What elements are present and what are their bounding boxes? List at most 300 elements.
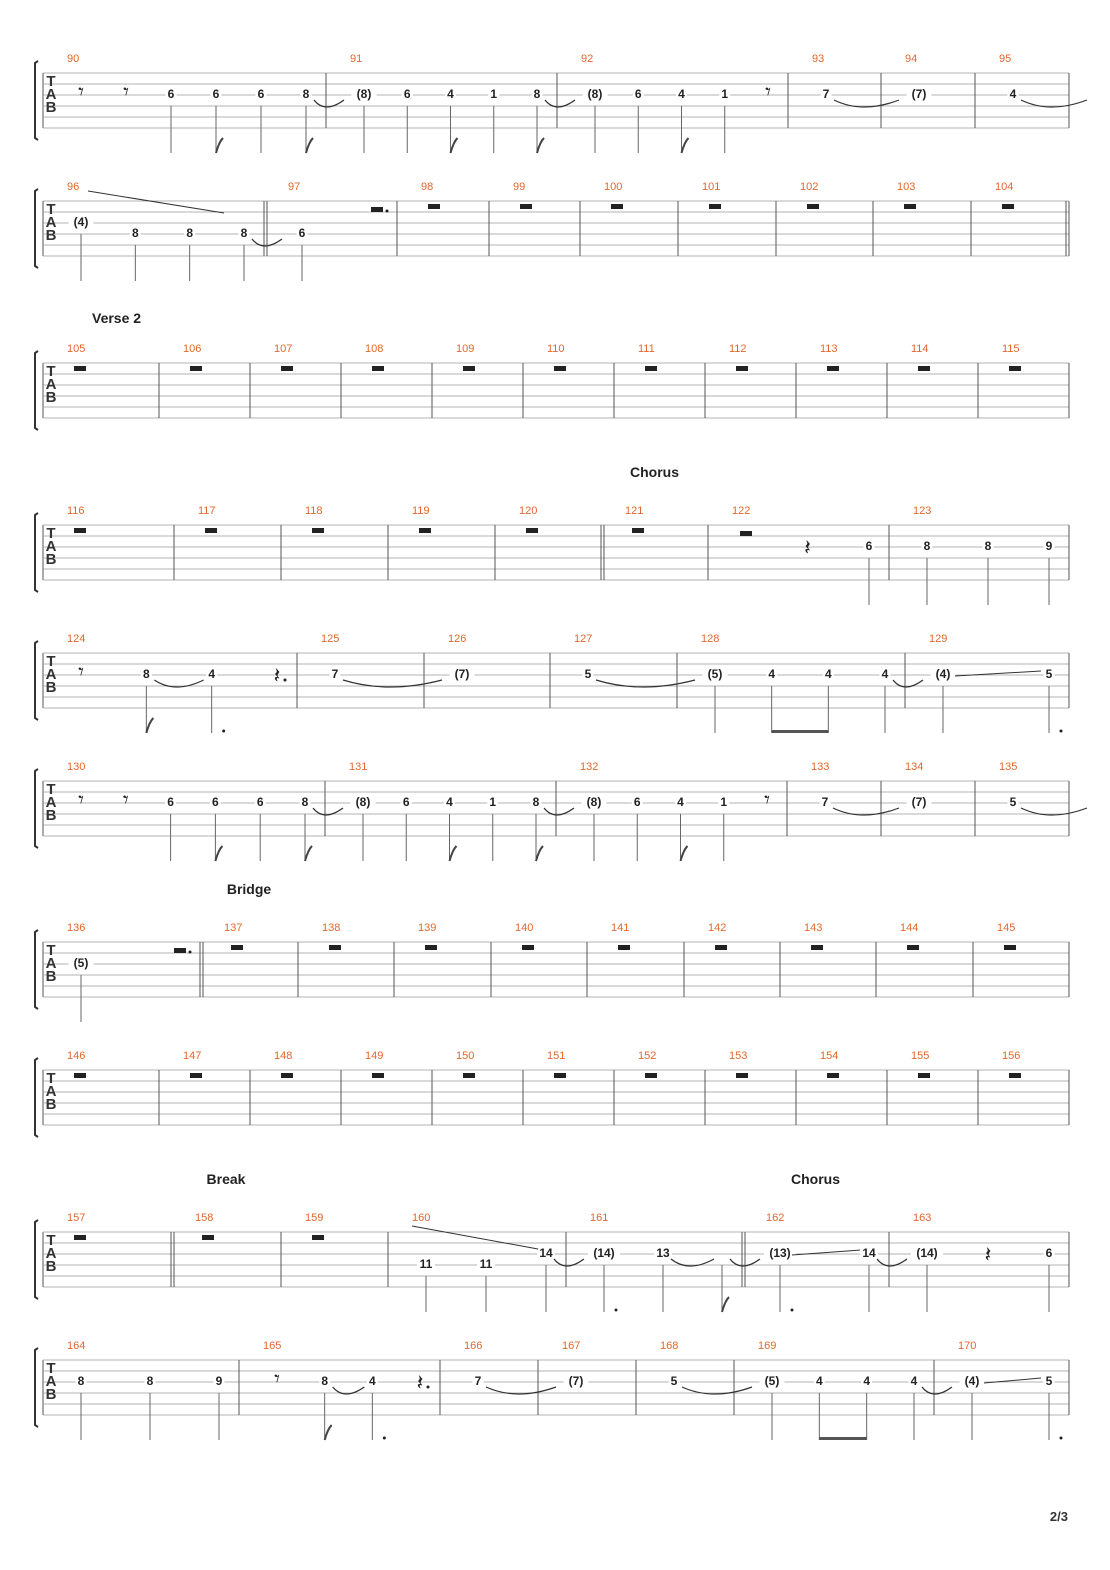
measure-number: 151 bbox=[547, 1050, 566, 1062]
note-dot bbox=[791, 1309, 794, 1312]
whole-rest bbox=[907, 945, 919, 950]
measure-number: 146 bbox=[67, 1050, 86, 1062]
fret-number: (5) bbox=[764, 1374, 780, 1388]
fret-number: (4) bbox=[935, 667, 951, 681]
measure-number: 134 bbox=[905, 761, 924, 773]
measure-number: 122 bbox=[732, 505, 751, 517]
tab-clef-letter: A bbox=[45, 214, 57, 231]
fret-number: 9 bbox=[215, 1374, 223, 1388]
tab-clef-letter: A bbox=[45, 1373, 57, 1390]
fret-number: 7 bbox=[474, 1374, 482, 1388]
fret-number: 6 bbox=[634, 87, 642, 101]
whole-rest bbox=[281, 366, 293, 371]
tab-clef-letter: T bbox=[46, 653, 56, 670]
tab-clef-letter: A bbox=[45, 955, 57, 972]
system-bracket bbox=[35, 930, 38, 1009]
note-flag bbox=[722, 1297, 729, 1312]
fret-number: 8 bbox=[984, 539, 992, 553]
tab-clef-letter: B bbox=[45, 389, 57, 406]
whole-rest bbox=[372, 366, 384, 371]
rest-dot bbox=[386, 210, 389, 213]
section-label: Verse 2 bbox=[92, 310, 142, 326]
note-beam bbox=[772, 730, 829, 733]
measure-number: 107 bbox=[274, 343, 293, 355]
measure-number: 102 bbox=[800, 181, 819, 193]
fret-number: 6 bbox=[865, 539, 873, 553]
whole-rest bbox=[1009, 1073, 1021, 1078]
fret-number: 6 bbox=[212, 795, 219, 809]
fret-number: 6 bbox=[167, 795, 174, 809]
whole-rest bbox=[190, 1073, 202, 1078]
measure-number: 90 bbox=[67, 53, 80, 65]
fret-number: 5 bbox=[584, 667, 592, 681]
rest-dot bbox=[189, 951, 192, 954]
whole-rest bbox=[74, 1073, 86, 1078]
fret-number: (7) bbox=[911, 795, 927, 809]
fret-number: 5 bbox=[1045, 1374, 1053, 1388]
fret-number: (8) bbox=[356, 87, 372, 101]
eighth-rest: 𝄾 bbox=[274, 1367, 280, 1392]
measure-number: 91 bbox=[350, 53, 363, 65]
measure-number: 113 bbox=[820, 343, 838, 355]
note-dot bbox=[1060, 730, 1063, 733]
eighth-rest: 𝄾 bbox=[123, 80, 129, 105]
fret-number: 6 bbox=[402, 795, 410, 809]
measure-number: 167 bbox=[562, 1340, 581, 1352]
measure-number: 154 bbox=[820, 1050, 839, 1062]
half-rest bbox=[740, 531, 752, 536]
whole-rest bbox=[715, 945, 727, 950]
measure-number: 118 bbox=[305, 505, 323, 517]
tab-clef-letter: B bbox=[45, 679, 57, 696]
tab-clef-letter: T bbox=[46, 1360, 56, 1377]
note-flag bbox=[216, 138, 223, 153]
measure-number: 100 bbox=[604, 181, 623, 193]
fret-number: (8) bbox=[587, 87, 603, 101]
tab-clef-letter: T bbox=[46, 201, 56, 218]
measure-number: 155 bbox=[911, 1050, 930, 1062]
tab-clef-letter: A bbox=[45, 666, 57, 683]
measure-number: 98 bbox=[421, 181, 434, 193]
staff-system bbox=[35, 53, 1087, 153]
whole-rest bbox=[74, 1235, 86, 1240]
whole-rest bbox=[827, 366, 839, 371]
measure-number: 143 bbox=[804, 922, 823, 934]
note-flag bbox=[325, 1425, 332, 1440]
whole-rest bbox=[522, 945, 534, 950]
staff-system bbox=[35, 1050, 1069, 1137]
fret-number: (14) bbox=[916, 1246, 938, 1260]
fret-number: 4 bbox=[677, 795, 684, 809]
fret-number: 8 bbox=[142, 667, 150, 681]
measure-number: 121 bbox=[625, 505, 644, 517]
fret-number: (5) bbox=[707, 667, 723, 681]
note-flag bbox=[215, 846, 222, 861]
fret-number: 8 bbox=[923, 539, 931, 553]
fret-number: 8 bbox=[301, 795, 309, 809]
tab-clef-letter: B bbox=[45, 1258, 57, 1275]
measure-number: 110 bbox=[547, 343, 565, 355]
fret-number: 4 bbox=[863, 1374, 871, 1388]
measure-number: 141 bbox=[611, 922, 630, 934]
fret-number: 8 bbox=[302, 87, 310, 101]
fret-number: 6 bbox=[257, 87, 265, 101]
whole-rest bbox=[554, 1073, 566, 1078]
measure-number: 117 bbox=[198, 505, 216, 517]
staff-system bbox=[35, 761, 1087, 861]
tab-clef-letter: B bbox=[45, 1096, 57, 1113]
fret-number: 4 bbox=[368, 1374, 376, 1388]
measure-number: 101 bbox=[702, 181, 721, 193]
fret-number: 8 bbox=[321, 1374, 329, 1388]
fret-number: 4 bbox=[1009, 87, 1017, 101]
fret-number: 5 bbox=[1045, 667, 1053, 681]
whole-rest bbox=[736, 1073, 748, 1078]
whole-rest bbox=[520, 204, 532, 209]
whole-rest bbox=[281, 1073, 293, 1078]
tab-clef-letter: B bbox=[45, 1386, 57, 1403]
tab-clef-letter: A bbox=[45, 86, 57, 103]
fret-number: 6 bbox=[298, 226, 306, 240]
fret-number: 14 bbox=[539, 1246, 553, 1260]
fret-number: 9 bbox=[1045, 539, 1053, 553]
fret-number: 8 bbox=[240, 226, 248, 240]
measure-number: 130 bbox=[67, 761, 86, 773]
whole-rest bbox=[618, 945, 630, 950]
whole-rest bbox=[554, 366, 566, 371]
measure-number: 149 bbox=[365, 1050, 384, 1062]
note-dot bbox=[383, 1437, 386, 1440]
staff-system bbox=[35, 464, 1069, 605]
whole-rest bbox=[463, 366, 475, 371]
system-bracket bbox=[35, 513, 38, 592]
note-flag bbox=[306, 138, 313, 153]
note-flag bbox=[146, 718, 153, 733]
fret-number: 6 bbox=[1045, 1246, 1053, 1260]
whole-rest bbox=[736, 366, 748, 371]
note-flag bbox=[682, 138, 689, 153]
note-dot bbox=[615, 1309, 618, 1312]
measure-number: 108 bbox=[365, 343, 384, 355]
rest-dot bbox=[427, 1386, 430, 1389]
whole-rest bbox=[918, 1073, 930, 1078]
tab-clef-letter: A bbox=[45, 1083, 57, 1100]
measure-number: 153 bbox=[729, 1050, 748, 1062]
measure-number: 169 bbox=[758, 1340, 777, 1352]
measure-number: 97 bbox=[288, 181, 301, 193]
fret-number: 4 bbox=[446, 795, 453, 809]
eighth-rest: 𝄾 bbox=[122, 788, 129, 813]
fret-number: 8 bbox=[186, 226, 194, 240]
whole-rest bbox=[807, 204, 819, 209]
note-flag bbox=[537, 138, 544, 153]
fret-number: 11 bbox=[419, 1257, 433, 1271]
fret-number: (14) bbox=[593, 1246, 615, 1260]
fret-number: 5 bbox=[1009, 795, 1017, 809]
measure-number: 104 bbox=[995, 181, 1014, 193]
whole-rest bbox=[312, 1235, 324, 1240]
section-label: Bridge bbox=[226, 881, 272, 897]
measure-number: 120 bbox=[519, 505, 538, 517]
system-bracket bbox=[35, 1058, 38, 1137]
fret-number: 4 bbox=[824, 667, 832, 681]
quarter-rest: 𝄽 bbox=[984, 1243, 992, 1268]
staff-system bbox=[35, 310, 1069, 430]
fret-number: 4 bbox=[447, 87, 454, 101]
whole-rest bbox=[463, 1073, 475, 1078]
measure-number: 126 bbox=[448, 633, 467, 645]
tab-clef-letter: A bbox=[45, 794, 57, 811]
eighth-rest: 𝄾 bbox=[78, 660, 84, 685]
whole-rest bbox=[632, 528, 644, 533]
whole-rest bbox=[74, 366, 86, 371]
fret-number: 1 bbox=[490, 87, 498, 101]
fret-number: 6 bbox=[212, 87, 220, 101]
fret-number: 4 bbox=[678, 87, 685, 101]
measure-number: 139 bbox=[418, 922, 437, 934]
measure-number: 131 bbox=[349, 761, 368, 773]
whole-rest bbox=[329, 945, 341, 950]
quarter-rest: 𝄽 bbox=[804, 536, 811, 561]
measure-number: 145 bbox=[997, 922, 1016, 934]
tab-clef-letter: A bbox=[45, 538, 57, 555]
whole-rest bbox=[645, 366, 657, 371]
whole-rest bbox=[231, 945, 243, 950]
eighth-rest: 𝄾 bbox=[78, 788, 84, 813]
fret-number: 7 bbox=[821, 795, 829, 809]
measure-number: 137 bbox=[224, 922, 243, 934]
measure-number: 129 bbox=[929, 633, 948, 645]
fret-number: 1 bbox=[720, 795, 728, 809]
tab-clef-letter: B bbox=[45, 99, 57, 116]
measure-number: 168 bbox=[660, 1340, 679, 1352]
quarter-rest: 𝄽 bbox=[416, 1371, 424, 1396]
measure-number: 128 bbox=[701, 633, 720, 645]
note-flag bbox=[681, 846, 688, 861]
whole-rest bbox=[205, 528, 217, 533]
measure-number: 160 bbox=[412, 1212, 431, 1224]
measure-number: 164 bbox=[67, 1340, 86, 1352]
whole-rest bbox=[811, 945, 823, 950]
measure-number: 142 bbox=[708, 922, 727, 934]
tab-clef-letter: B bbox=[45, 968, 57, 985]
note-flag bbox=[451, 138, 458, 153]
fret-number: 14 bbox=[862, 1246, 876, 1260]
tab-clef-letter: A bbox=[45, 1245, 57, 1262]
fret-number: 1 bbox=[721, 87, 729, 101]
fret-number: 4 bbox=[910, 1374, 918, 1388]
slide-line bbox=[88, 191, 224, 213]
measure-number: 166 bbox=[464, 1340, 483, 1352]
fret-number: 8 bbox=[533, 87, 541, 101]
measure-number: 124 bbox=[67, 633, 86, 645]
staff-system bbox=[35, 1340, 1069, 1440]
measure-number: 140 bbox=[515, 922, 534, 934]
tab-clef-letter: B bbox=[45, 807, 57, 824]
system-bracket bbox=[35, 1220, 38, 1299]
tab-clef-letter: B bbox=[45, 551, 57, 568]
fret-number: (5) bbox=[73, 956, 89, 970]
whole-rest bbox=[425, 945, 437, 950]
fret-number: (4) bbox=[964, 1374, 980, 1388]
fret-number: 6 bbox=[633, 795, 641, 809]
quarter-rest: 𝄽 bbox=[273, 664, 281, 689]
whole-rest bbox=[709, 204, 721, 209]
measure-number: 106 bbox=[183, 343, 202, 355]
measure-number: 92 bbox=[581, 53, 594, 65]
tab-clef-letter: T bbox=[46, 1070, 56, 1087]
fret-number: 4 bbox=[881, 667, 889, 681]
measure-number: 123 bbox=[913, 505, 932, 517]
fret-number: (4) bbox=[73, 215, 89, 229]
measure-number: 147 bbox=[183, 1050, 202, 1062]
eighth-rest: 𝄾 bbox=[764, 788, 770, 813]
page-number: 2/3 bbox=[1049, 1509, 1068, 1524]
whole-rest bbox=[1002, 204, 1014, 209]
system-bracket bbox=[35, 351, 38, 430]
fret-number: (8) bbox=[355, 795, 371, 809]
measure-number: 165 bbox=[263, 1340, 282, 1352]
measure-number: 132 bbox=[580, 761, 599, 773]
measure-number: 150 bbox=[456, 1050, 475, 1062]
fret-number: 8 bbox=[532, 795, 540, 809]
system-bracket bbox=[35, 189, 38, 268]
half-rest bbox=[371, 207, 383, 212]
measure-number: 158 bbox=[195, 1212, 214, 1224]
measure-number: 161 bbox=[590, 1212, 609, 1224]
staff-system bbox=[35, 1171, 1069, 1312]
measure-number: 162 bbox=[766, 1212, 785, 1224]
tab-clef-letter: T bbox=[46, 73, 56, 90]
fret-number: (7) bbox=[911, 87, 927, 101]
staff-system bbox=[35, 881, 1069, 1022]
measure-number: 148 bbox=[274, 1050, 293, 1062]
whole-rest bbox=[611, 204, 623, 209]
measure-number: 109 bbox=[456, 343, 475, 355]
measure-number: 99 bbox=[513, 181, 526, 193]
measure-number: 163 bbox=[913, 1212, 932, 1224]
measure-number: 114 bbox=[911, 343, 929, 355]
whole-rest bbox=[1004, 945, 1016, 950]
staff-system bbox=[35, 633, 1069, 733]
whole-rest bbox=[372, 1073, 384, 1078]
tab-clef-letter: A bbox=[45, 376, 57, 393]
fret-number: 6 bbox=[256, 795, 264, 809]
fret-number: 5 bbox=[670, 1374, 678, 1388]
note-dot bbox=[1060, 1437, 1063, 1440]
measure-number: 159 bbox=[305, 1212, 324, 1224]
fret-number: 6 bbox=[167, 87, 175, 101]
measure-number: 105 bbox=[67, 343, 86, 355]
fret-number: 1 bbox=[489, 795, 497, 809]
measure-number: 95 bbox=[999, 53, 1012, 65]
measure-number: 112 bbox=[729, 343, 747, 355]
whole-rest bbox=[419, 528, 431, 533]
note-beam bbox=[819, 1437, 866, 1440]
fret-number: (8) bbox=[586, 795, 602, 809]
fret-number: 4 bbox=[768, 667, 776, 681]
fret-number: 4 bbox=[208, 667, 216, 681]
measure-number: 119 bbox=[412, 505, 430, 517]
whole-rest bbox=[312, 528, 324, 533]
measure-number: 116 bbox=[67, 505, 85, 517]
eighth-rest: 𝄾 bbox=[78, 80, 84, 105]
system-bracket bbox=[35, 641, 38, 720]
measure-number: 93 bbox=[812, 53, 825, 65]
measure-number: 111 bbox=[638, 343, 655, 355]
tab-clef-letter: T bbox=[46, 363, 56, 380]
fret-number: 7 bbox=[331, 667, 339, 681]
whole-rest bbox=[202, 1235, 214, 1240]
fret-number: 8 bbox=[77, 1374, 85, 1388]
eighth-rest: 𝄾 bbox=[765, 80, 771, 105]
whole-rest bbox=[190, 366, 202, 371]
system-bracket bbox=[35, 769, 38, 848]
whole-rest bbox=[428, 204, 440, 209]
fret-number: 13 bbox=[656, 1246, 670, 1260]
rest-dot bbox=[284, 679, 287, 682]
fret-number: 6 bbox=[403, 87, 411, 101]
measure-number: 94 bbox=[905, 53, 918, 65]
whole-rest bbox=[827, 1073, 839, 1078]
whole-rest bbox=[918, 366, 930, 371]
tab-clef-letter: T bbox=[46, 1232, 56, 1249]
whole-rest bbox=[74, 528, 86, 533]
measure-number: 96 bbox=[67, 181, 80, 193]
measure-number: 138 bbox=[322, 922, 341, 934]
note-flag bbox=[536, 846, 543, 861]
measure-number: 170 bbox=[958, 1340, 977, 1352]
fret-number: (13) bbox=[769, 1246, 791, 1260]
measure-number: 157 bbox=[67, 1212, 86, 1224]
half-rest bbox=[174, 948, 186, 953]
measure-number: 135 bbox=[999, 761, 1018, 773]
whole-rest bbox=[904, 204, 916, 209]
tab-clef-letter: T bbox=[46, 781, 56, 798]
measure-number: 144 bbox=[900, 922, 919, 934]
fret-number: 8 bbox=[131, 226, 139, 240]
section-label: Chorus bbox=[791, 1171, 840, 1187]
system-bracket bbox=[35, 61, 38, 140]
section-label: Chorus bbox=[630, 464, 679, 480]
note-flag bbox=[305, 846, 312, 861]
tab-clef-letter: T bbox=[46, 525, 56, 542]
fret-number: 11 bbox=[479, 1257, 493, 1271]
measure-number: 125 bbox=[321, 633, 340, 645]
fret-number: (7) bbox=[568, 1374, 584, 1388]
measure-number: 133 bbox=[811, 761, 830, 773]
fret-number: 7 bbox=[822, 87, 830, 101]
section-label: Break bbox=[206, 1171, 246, 1187]
fret-number: 4 bbox=[815, 1374, 823, 1388]
tab-clef-letter: B bbox=[45, 227, 57, 244]
whole-rest bbox=[526, 528, 538, 533]
tab-clef-letter: T bbox=[46, 942, 56, 959]
note-flag bbox=[450, 846, 457, 861]
measure-number: 136 bbox=[67, 922, 86, 934]
slide-line bbox=[412, 1226, 538, 1249]
whole-rest bbox=[645, 1073, 657, 1078]
measure-number: 156 bbox=[1002, 1050, 1021, 1062]
measure-number: 115 bbox=[1002, 343, 1020, 355]
fret-number: (7) bbox=[454, 667, 470, 681]
note-dot bbox=[222, 730, 225, 733]
measure-number: 152 bbox=[638, 1050, 657, 1062]
whole-rest bbox=[1009, 366, 1021, 371]
measure-number: 127 bbox=[574, 633, 593, 645]
staff-system bbox=[35, 181, 1069, 281]
measure-number: 103 bbox=[897, 181, 916, 193]
